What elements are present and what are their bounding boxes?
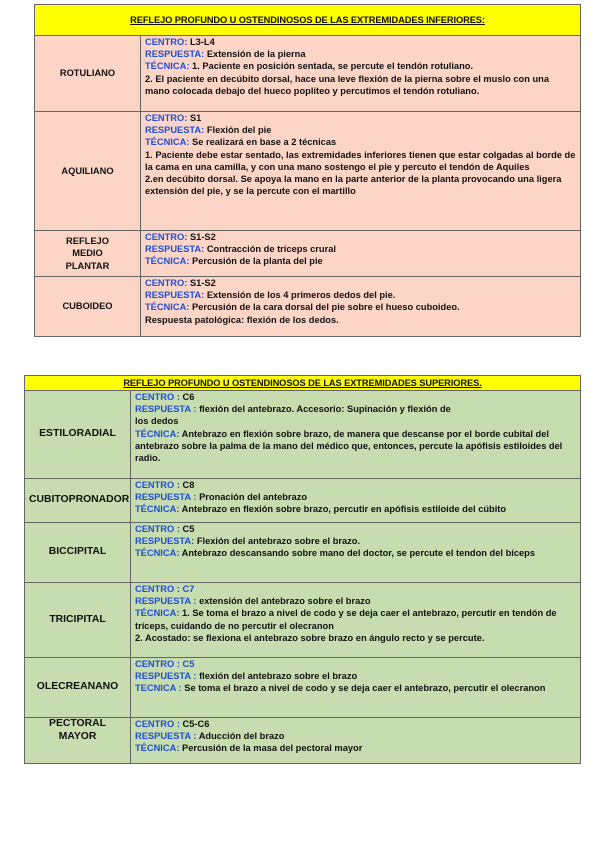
detail-line: CENTRO: L3-L4 xyxy=(145,37,215,47)
upper-table-title: REFLEJO PROFUNDO U OSTENDINOSOS DE LAS EXTREMIDADES SUPERIORES. xyxy=(25,376,581,391)
reflex-name: CUBITOPRONADOR xyxy=(25,479,131,523)
detail-line: TÉCNICA: Percusión de la masa del pectoral mayor xyxy=(135,743,363,754)
detail-line: los dedos xyxy=(135,416,179,427)
reflex-name: ROTULIANO xyxy=(35,36,141,112)
reflex-details xyxy=(141,36,581,112)
detail-line: RESPUESTA: Flexión del antebrazo sobre el brazo. xyxy=(135,536,361,547)
table-row xyxy=(25,718,581,764)
detail-line: TÉCNICA: 1. Se toma el brazo a nivel de codo y se deja caer el antebrazo, percutir en tendón de tríceps, cuidando de no percutir el olecranon xyxy=(135,608,557,631)
detail-line: TÉCNICA: Se realizará en base a 2 técnicas xyxy=(145,137,337,148)
reflex-name: CUBOIDEO xyxy=(35,277,141,337)
reflex-details xyxy=(131,479,581,523)
table-row xyxy=(35,231,581,277)
detail-line: TÉCNICA: Antebrazo descansando sobre mano del doctor, se percute el tendon del bíceps xyxy=(135,548,536,559)
reflex-details xyxy=(131,523,581,583)
reflex-name: PECTORAL MAYOR xyxy=(25,718,131,764)
detail-line: CENTRO : C5 xyxy=(135,524,195,534)
detail-line: Respuesta patológica: flexión de los dedos. xyxy=(145,314,339,325)
detail-line: TÉCNICA: Antebrazo en flexión sobre brazo, de manera que descanse por el borde cubital del antebrazo sobre la palma de la mano del médico que, entonces, percute la apófisis estiloides del radio. xyxy=(135,428,563,464)
detail-line: RESPUESTA: Extensión de la pierna xyxy=(145,49,306,60)
detail-line: RESPUESTA : extensión del antebrazo sobre el brazo xyxy=(135,596,371,607)
table-row xyxy=(25,391,581,479)
detail-line: RESPUESTA: Contracción de tríceps crural xyxy=(145,244,336,255)
detail-line: CENTRO : C8 xyxy=(135,480,195,490)
detail-line: 2.en decúbito dorsal. Se apoya la mano en la parte anterior de la planta provocando una ligera extensión del pie, y se la percute con el martillo xyxy=(145,174,562,197)
reflex-details xyxy=(131,718,581,764)
reflex-name: OLECREANANO xyxy=(25,658,131,718)
detail-line: CENTRO : C5-C6 xyxy=(135,719,210,729)
lower-table-title: REFLEJO PROFUNDO U OSTENDINOSOS DE LAS EXTREMIDADES INFERIORES: xyxy=(35,5,581,36)
reflex-name: ESTILORADIAL xyxy=(25,391,131,479)
detail-line: RESPUESTA : flexión del antebrazo sobre el brazo xyxy=(135,671,358,682)
table-row xyxy=(35,36,581,112)
reflex-details xyxy=(141,231,581,277)
table-row xyxy=(35,277,581,337)
detail-line: CENTRO : C7 xyxy=(135,584,195,594)
table-row xyxy=(25,583,581,658)
reflex-name: AQUILIANO xyxy=(35,112,141,231)
table-row xyxy=(35,112,581,231)
detail-line: 1. Paciente debe estar sentado, las extremidades inferiores tienen que estar colgadas al borde de la cama en una camilla, y con una mano sostengo el pie y percuto el tendón de Aquiles xyxy=(145,149,576,172)
detail-line: TÉCNICA: Percusión de la planta del pie xyxy=(145,256,323,267)
detail-line: CENTRO: S1 xyxy=(145,113,202,123)
detail-line: CENTRO: S1-S2 xyxy=(145,278,216,288)
detail-line: 2. El paciente en decúbito dorsal, hace una leve flexión de la pierna sobre el muslo con una mano colocada debajo del hueco poplíteo y percutimos el tendón rotuliano. xyxy=(145,73,550,96)
detail-line: 2. Acostado: se flexiona el antebrazo sobre brazo en ángulo recto y se percute. xyxy=(135,632,485,643)
detail-line: CENTRO: S1-S2 xyxy=(145,232,216,242)
detail-line: TÉCNICA: Percusión de la cara dorsal del pie sobre el hueso cuboideo. xyxy=(145,302,460,313)
detail-line: RESPUESTA: Flexión del pie xyxy=(145,125,272,136)
detail-line: TÉCNICA: Antebrazo en flexión sobre brazo, percutir en apófisis estiloide del cúbito xyxy=(135,504,507,515)
detail-line: CENTRO : C6 xyxy=(135,392,195,402)
detail-line: RESPUESTA : Aducción del brazo xyxy=(135,731,285,742)
detail-line: CENTRO : C5 xyxy=(135,659,195,669)
reflex-details xyxy=(141,112,581,231)
detail-line: TECNICA : Se toma el brazo a nivel de codo y se deja caer el antebrazo, percutir el olecranon xyxy=(135,683,546,694)
reflex-details xyxy=(131,583,581,658)
reflex-name: BICCIPITAL xyxy=(25,523,131,583)
table-row xyxy=(25,658,581,718)
detail-line: TÉCNICA: 1. Paciente en posición sentada, se percute el tendón rotuliano. xyxy=(145,61,474,72)
reflex-name: REFLEJO MEDIO PLANTAR xyxy=(35,231,141,277)
reflex-details xyxy=(131,391,581,479)
detail-line: RESPUESTA: Extensión de los 4 primeros dedos del pie. xyxy=(145,290,396,301)
lower-limb-reflex-table xyxy=(34,4,581,337)
table-row xyxy=(25,523,581,583)
upper-limb-reflex-table xyxy=(24,375,581,764)
detail-line: RESPUESTA : flexión del antebrazo. Accesorio: Supinación y flexión de xyxy=(135,404,451,415)
reflex-details xyxy=(141,277,581,337)
reflex-details xyxy=(131,658,581,718)
detail-line: RESPUESTA : Pronación del antebrazo xyxy=(135,492,308,503)
table-row xyxy=(25,479,581,523)
reflex-name: TRICIPITAL xyxy=(25,583,131,658)
